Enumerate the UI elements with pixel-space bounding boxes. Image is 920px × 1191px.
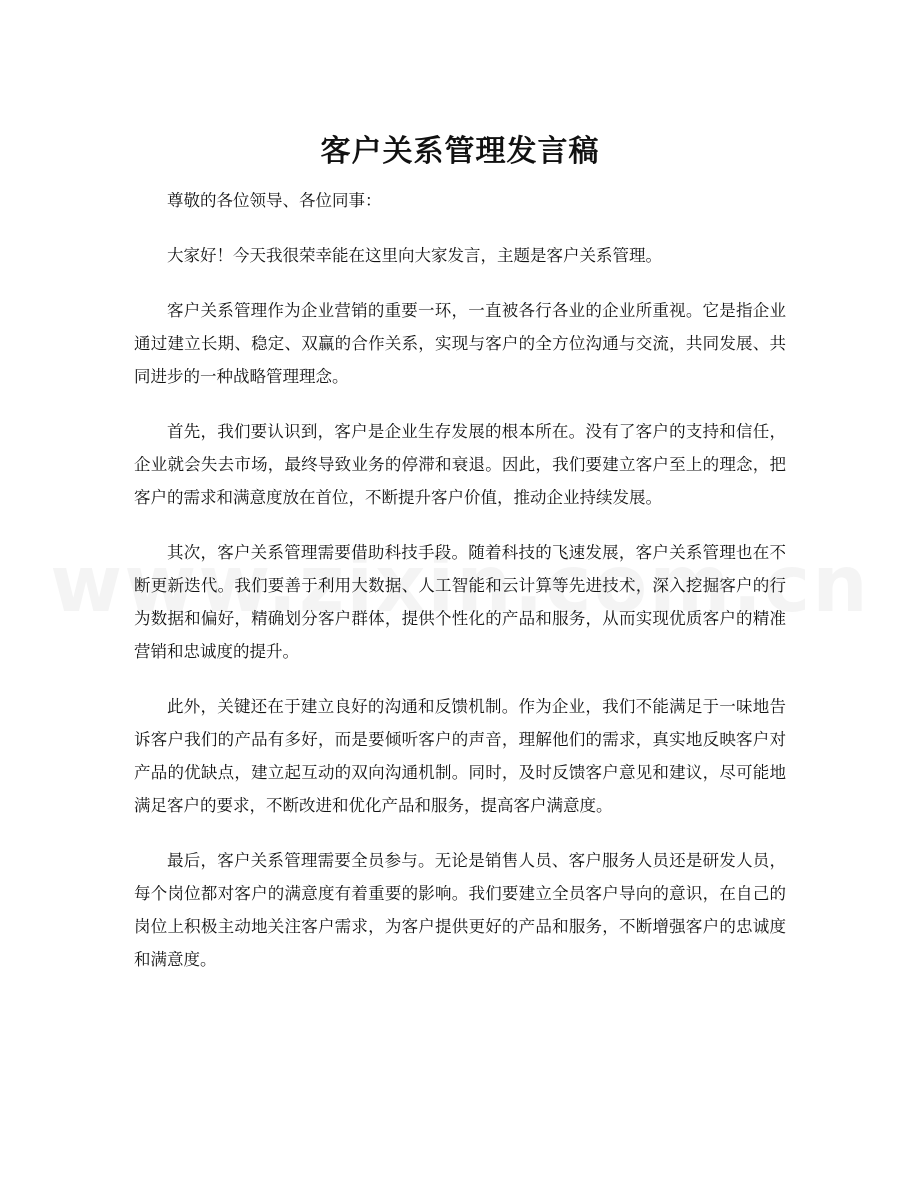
paragraph-definition: 客户关系管理作为企业营销的重要一环，一直被各行各业的企业所重视。它是指企业通过建立长期、稳定、双赢的合作关系，实现与客户的全方位沟通与交流，共同发展、共同进步的一种战略管理理念。 xyxy=(134,301,786,386)
paragraph-second-point: 其次，客户关系管理需要借助科技手段。随着科技的飞速发展，客户关系管理也在不断更新迭代。我们要善于利用大数据、人工智能和云计算等先进技术，深入挖掘客户的行为数据和偏好，精确划分客户群体，提供个性化的产品和服务，从而实现优质客户的精准营销和忠诚度的提升。 xyxy=(134,543,786,661)
paragraph-first-point: 首先，我们要认识到，客户是企业生存发展的根本所在。没有了客户的支持和信任，企业就会失去市场，最终导致业务的停滞和衰退。因此，我们要建立客户至上的理念，把客户的需求和满意度放在首位，不断提升客户价值，推动企业持续发展。 xyxy=(134,422,786,507)
paragraph-third-point: 此外，关键还在于建立良好的沟通和反馈机制。作为企业，我们不能满足于一味地告诉客户我们的产品有多好，而是要倾听客户的声音，理解他们的需求，真实地反映客户对产品的优缺点，建立起互动的双向沟通机制。同时，及时反馈客户意见和建议，尽可能地满足客户的要求，不断改进和优化产品和服务，提高客户满意度。 xyxy=(134,697,786,815)
paragraph-salutation: 尊敬的各位领导、各位同事： xyxy=(167,191,382,210)
paragraph-final-point: 最后，客户关系管理需要全员参与。无论是销售人员、客户服务人员还是研发人员，每个岗位都对客户的满意度有着重要的影响。我们要建立全员客户导向的意识，在自己的岗位上积极主动地关注客户需求，为客户提供更好的产品和服务，不断增强客户的忠诚度和满意度。 xyxy=(134,851,786,969)
paragraph-greeting: 大家好！今天我很荣幸能在这里向大家发言，主题是客户关系管理。 xyxy=(167,246,662,265)
page-title: 客户关系管理发言稿 xyxy=(320,134,600,170)
document-body xyxy=(134,184,786,998)
